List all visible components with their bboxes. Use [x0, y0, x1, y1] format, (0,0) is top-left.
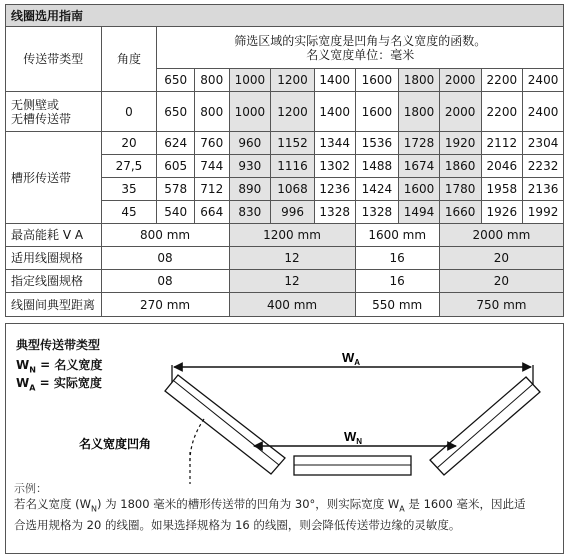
coil-selection-table	[5, 4, 564, 317]
spec-label: 最高能耗 V A	[6, 224, 102, 247]
table-cell: 712	[194, 178, 229, 201]
table-title: 线圈选用指南	[6, 5, 564, 27]
table-cell: 624	[157, 132, 195, 155]
legend-wn-desc: = 名义宽度	[40, 358, 103, 372]
table-cell: 760	[194, 132, 229, 155]
table-cell: 650	[157, 92, 195, 132]
example-text	[14, 496, 554, 534]
width-header: 1400	[314, 69, 355, 92]
spec-value: 16	[355, 270, 439, 293]
header-desc-line1: 筛选区域的实际宽度是凹角与名义宽度的函数。	[234, 33, 487, 48]
belt-diagram	[6, 324, 563, 484]
table-cell: 1494	[399, 201, 440, 224]
spec-value: 750 mm	[439, 293, 563, 317]
spec-value: 2000 mm	[439, 224, 563, 247]
spec-label: 适用线圈规格	[6, 247, 102, 270]
table-cell: 2304	[523, 132, 564, 155]
table-cell: 2000	[439, 92, 481, 132]
spec-value: 08	[101, 270, 229, 293]
spec-value: 1600 mm	[355, 224, 439, 247]
table-cell: 1926	[481, 201, 523, 224]
width-header: 800	[194, 69, 229, 92]
spec-value: 550 mm	[355, 293, 439, 317]
example-sub-n: N	[91, 504, 97, 514]
table-cell: 1400	[314, 92, 355, 132]
spec-label: 指定线圈规格	[6, 270, 102, 293]
trough-angle-label: 名义宽度凹角	[79, 437, 152, 451]
width-header: 2200	[481, 69, 523, 92]
table-cell: 2232	[523, 155, 564, 178]
width-header: 2400	[523, 69, 564, 92]
table-cell: 1600	[399, 178, 440, 201]
table-cell: 1800	[399, 92, 440, 132]
legend-wn-symbol: W	[16, 358, 30, 372]
table-cell: 890	[229, 178, 271, 201]
table-cell: 2112	[481, 132, 523, 155]
table-cell: 1000	[229, 92, 271, 132]
spec-value: 16	[355, 247, 439, 270]
legend-wn-sub: N	[29, 365, 36, 375]
example-heading: 示例：	[14, 482, 47, 495]
table-cell: 1992	[523, 201, 564, 224]
flat-belt-label-line1: 无侧壁或	[11, 97, 60, 112]
legend-wa-sub: A	[29, 383, 36, 393]
width-header: 650	[157, 69, 195, 92]
spec-value: 20	[439, 270, 563, 293]
header-angle: 角度	[101, 27, 157, 92]
spec-value: 12	[229, 247, 355, 270]
table-cell: 1958	[481, 178, 523, 201]
width-header: 1200	[271, 69, 315, 92]
width-header: 1600	[355, 69, 399, 92]
table-cell: 540	[157, 201, 195, 224]
table-cell: 930	[229, 155, 271, 178]
example-text-part: 是 1600 毫米，因此适	[404, 497, 526, 511]
trough-angle: 45	[101, 201, 157, 224]
spec-value: 20	[439, 247, 563, 270]
wa-label: $W_A$	[342, 350, 361, 367]
right-roller-centerline	[437, 384, 533, 468]
legend-wa-desc: = 实际宽度	[39, 376, 102, 390]
table-cell: 744	[194, 155, 229, 178]
width-header: 1800	[399, 69, 440, 92]
width-header: 2000	[439, 69, 481, 92]
table-cell: 1536	[355, 132, 399, 155]
trough-angle: 35	[101, 178, 157, 201]
example-sub-a: A	[399, 504, 405, 514]
table-cell: 1068	[271, 178, 315, 201]
example-text-line2: 合选用规格为 20 的线圈。如果选择规格为 16 的线圈，则会降低传送带边缘的灵敏度。	[14, 518, 461, 533]
flat-belt-label-line2: 无槽传送带	[11, 111, 72, 126]
trough-angle-arc	[190, 419, 204, 465]
typical-belt-box	[5, 323, 564, 554]
table-cell: 1344	[314, 132, 355, 155]
spec-value: 12	[229, 270, 355, 293]
example-text-part: 若名义宽度 (W	[14, 497, 92, 511]
left-idler-roller	[165, 375, 285, 474]
table-cell: 1152	[271, 132, 315, 155]
table-cell: 2046	[481, 155, 523, 178]
table-cell: 1920	[439, 132, 481, 155]
table-cell: 2136	[523, 178, 564, 201]
spec-value: 800 mm	[101, 224, 229, 247]
table-cell: 2400	[523, 92, 564, 132]
table-cell: 2200	[481, 92, 523, 132]
table-cell: 1200	[271, 92, 315, 132]
trough-belt-label: 槽形传送带	[6, 132, 102, 224]
table-cell: 1860	[439, 155, 481, 178]
table-cell: 800	[194, 92, 229, 132]
spec-value: 400 mm	[229, 293, 355, 317]
diagram-title: 典型传送带类型	[16, 338, 101, 352]
table-cell: 1236	[314, 178, 355, 201]
example-text-part: ) 为 1800 毫米的槽形传送带的凹角为 30°，则实际宽度 W	[97, 497, 400, 511]
spec-label: 线圈间典型距离	[6, 293, 102, 317]
spec-value: 1200 mm	[229, 224, 355, 247]
table-cell: 830	[229, 201, 271, 224]
table-cell: 1328	[355, 201, 399, 224]
table-cell: 1600	[355, 92, 399, 132]
header-belt-type: 传送带类型	[6, 27, 102, 92]
table-cell: 1116	[271, 155, 315, 178]
flat-belt-label	[6, 92, 102, 132]
header-description	[157, 27, 564, 69]
flat-belt-angle: 0	[101, 92, 157, 132]
spec-value: 270 mm	[101, 293, 229, 317]
table-cell: 605	[157, 155, 195, 178]
table-cell: 1488	[355, 155, 399, 178]
table-cell: 1728	[399, 132, 440, 155]
table-cell: 1302	[314, 155, 355, 178]
spec-value: 08	[101, 247, 229, 270]
table-cell: 996	[271, 201, 315, 224]
table-cell: 1674	[399, 155, 440, 178]
trough-angle: 20	[101, 132, 157, 155]
table-cell: 1424	[355, 178, 399, 201]
width-header: 1000	[229, 69, 271, 92]
trough-angle: 27,5	[101, 155, 157, 178]
legend-wa-symbol: W	[16, 376, 30, 390]
table-cell: 1780	[439, 178, 481, 201]
header-desc-line2: 名义宽度单位：毫米	[306, 47, 415, 62]
table-cell: 960	[229, 132, 271, 155]
wn-label: $W_N$	[344, 429, 363, 446]
table-cell: 664	[194, 201, 229, 224]
table-cell: 1660	[439, 201, 481, 224]
table-cell: 1328	[314, 201, 355, 224]
table-cell: 578	[157, 178, 195, 201]
